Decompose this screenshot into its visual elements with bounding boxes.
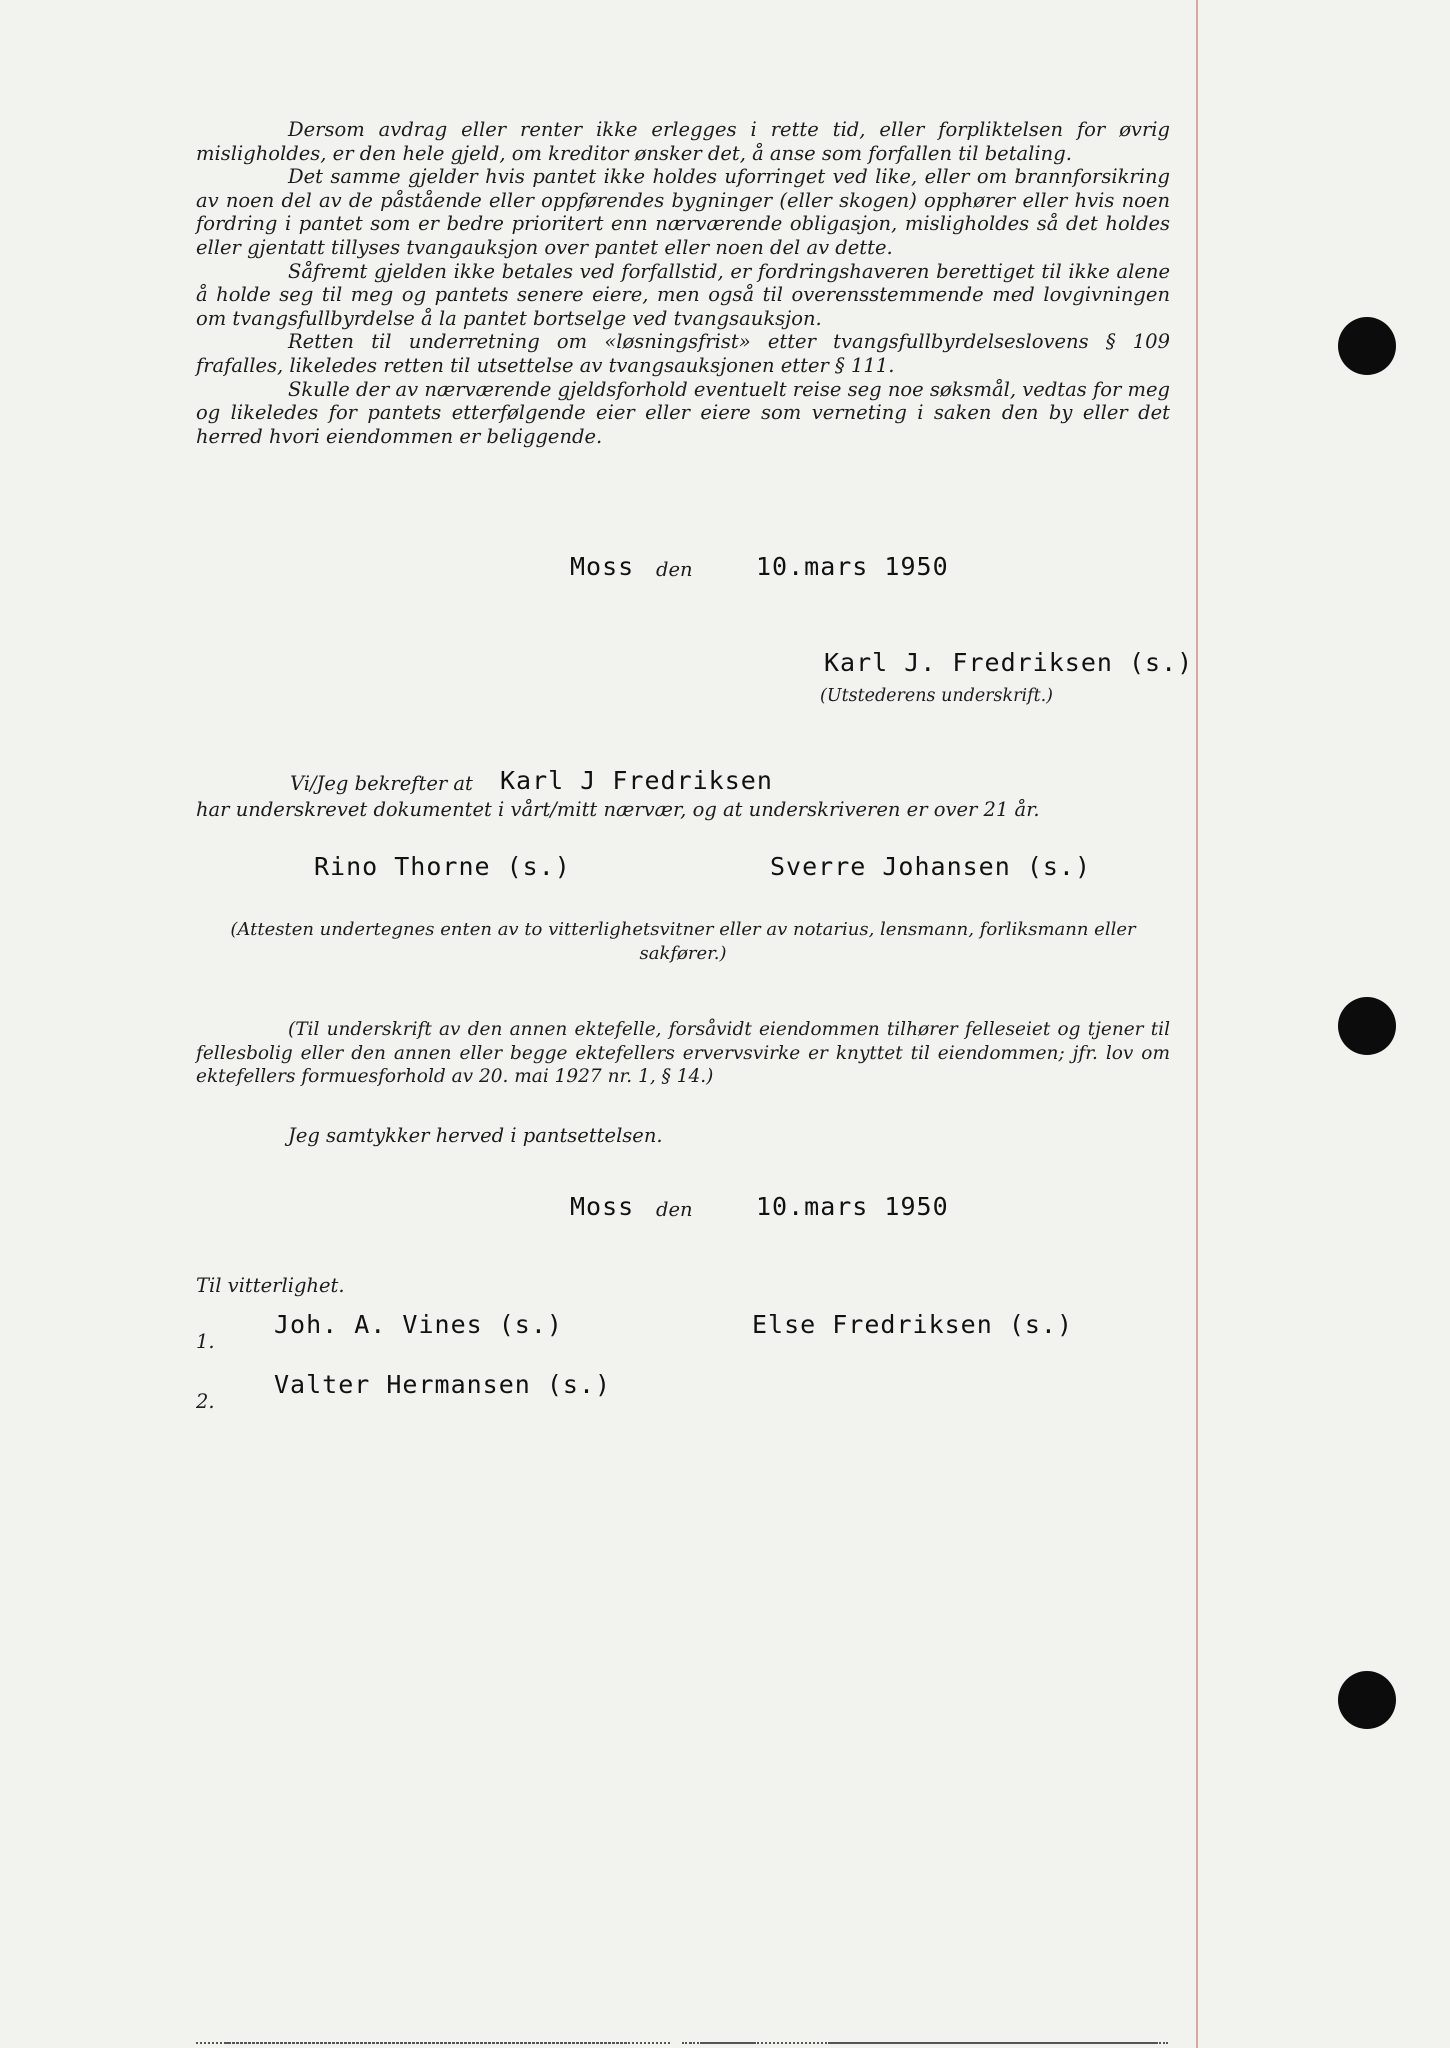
spouse-note-block <box>196 1018 1170 1089</box>
witness-2-signature: Valter Hermansen (s.) <box>274 1370 612 1399</box>
consent-text: Jeg samtykker herved i pantsettelsen. <box>288 1124 663 1147</box>
punch-hole <box>1338 1671 1396 1729</box>
clause-block <box>196 118 1170 448</box>
den-label: den <box>656 558 693 581</box>
witness-right-signature: Sverre Johansen (s.) <box>770 852 1092 881</box>
place-text: Moss <box>570 1192 635 1221</box>
clause-forced-sale: Såfremt gjelden ikke betales ved forfallstid, er fordringshaveren berettiget til ikke alene å holde seg til meg og pantets senere eiere, men også til overensstemmende med lovgivningen om tvangsfullbyrdelse å la pantet bortselge ved tvangsauksjon. <box>196 259 1170 330</box>
clause-default: Dersom avdrag eller renter ikke erlegges i rette tid, eller forpliktelsen for øvrig misligholdes, er den hele gjeld, om kreditor ønsker det, å anse som forfallen til betaling. <box>196 118 1170 165</box>
row-number-2: 2. <box>196 1390 215 1413</box>
issuer-signature: Karl J. Fredriksen (s.) <box>824 648 1194 677</box>
clause-insurance: Det samme gjelder hvis pantet ikke holdes uforringet ved like, eller om brannforsikring av noen del av de påstående eller oppførendes bygninger (eller skogen) opphører eller hvis noen fordring i pantet som er bedre prioritert enn nærværende obligasjon, misligholdes så det holdes eller gjentatt tillyses tvangauksjon over pantet eller noen del av dette. <box>196 165 1170 259</box>
confirmation-name: Karl J Fredriksen <box>500 766 773 795</box>
place-text: Moss <box>570 552 635 581</box>
date-text: 10.mars 1950 <box>756 552 949 581</box>
confirmation-prefix: Vi/Jeg bekrefter at <box>290 772 473 795</box>
punch-hole <box>1338 997 1396 1055</box>
den-label: den <box>656 1198 693 1221</box>
dotted-line <box>682 1374 1158 2044</box>
attest-note: (Attesten undertegnes enten av to vitterlighetsvitner eller av notarius, lensmann, forliksmann eller sakfører.) <box>230 919 1136 964</box>
punch-hole <box>1338 317 1396 375</box>
witness-left-signature: Rino Thorne (s.) <box>314 852 571 881</box>
issuer-caption: (Utstederens underskrift.) <box>820 686 1053 706</box>
witness-1-signature: Joh. A. Vines (s.) <box>274 1310 563 1339</box>
spouse-signature: Else Fredriksen (s.) <box>752 1310 1074 1339</box>
clause-redemption: Retten til underretning om «løsningsfrist» etter tvangsfullbyrdelseslovens § 109 frafalles, likeledes retten til utsettelse av tvangsauksjonen etter § 111. <box>196 330 1170 377</box>
spouse-note: (Til underskrift av den annen ektefelle, forsåvidt eiendommen tilhører felleseiet og tjener til fellesbolig eller den annen eller begge ektefellers ervervsvirke er knyttet til eiendommen; jfr. lov om ektefellers formuesforhold av 20. mai 1927 nr. 1, § 14.) <box>196 1019 1170 1088</box>
dotted-line <box>226 1374 630 2044</box>
clause-venue: Skulle der av nærværende gjeldsforhold eventuelt reise seg noe søksmål, vedtas for meg og likeledes for pantets etterfølgende eier eller eiere som verneting i saken den by eller det herred hvori eiendommen er beliggende. <box>196 377 1170 448</box>
margin-rule <box>1196 0 1198 2048</box>
row-number-1: 1. <box>196 1330 215 1353</box>
confirmation-text: har underskrevet dokumentet i vårt/mitt nærvær, og at underskriveren er over 21 år. <box>196 798 1040 821</box>
date-text: 10.mars 1950 <box>756 1192 949 1221</box>
vitterlighet-label: Til vitterlighet. <box>196 1274 345 1297</box>
